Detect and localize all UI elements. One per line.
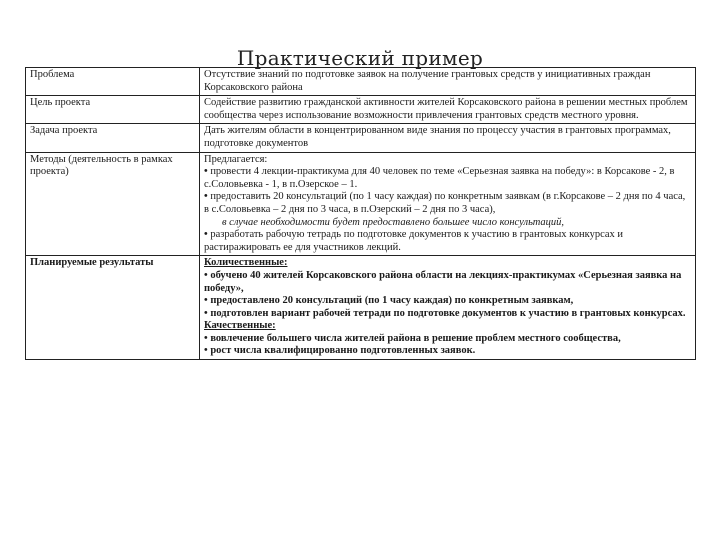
row-label: Проблема — [26, 68, 200, 96]
result-item: • рост числа квалифицированно подготовленных заявок. — [204, 345, 691, 358]
row-label: Цель проекта — [26, 96, 200, 124]
row-label: Планируемые результаты — [26, 256, 200, 360]
result-item: • обучено 40 жителей Корсаковского района области на лекциях-практикумах «Серьезная заявка на победу», — [204, 270, 691, 295]
page-title: Практический пример — [236, 46, 484, 70]
result-item: • вовлечение большего числа жителей района в решение проблем местного сообщества, — [204, 333, 691, 346]
row-label: Методы (деятельность в рамках проекта) — [26, 152, 200, 256]
table-row-task — [26, 124, 696, 152]
row-label: Задача проекта — [26, 124, 200, 152]
row-value: Содействие развитию гражданской активности жителей Корсаковского района в решении местных проблем сообщества через использование возможности привлечения грантовых средств местного уровня. — [200, 96, 696, 124]
qualitative-heading: Качественные: — [204, 320, 276, 332]
methods-item: • предоставить 20 консультаций (по 1 часу каждая) по конкретным заявкам (в г.Корсакове – 2 дня по 4 часа, в с.Соловьевка – 2 дня по 3 часа, в п.Озерский – 2 дня по 3 часа), — [204, 191, 691, 216]
row-value: Дать жителям области в концентрированном виде знания по процессу участия в грантовых программах, подготовке документов — [200, 124, 696, 152]
methods-note: в случае необходимости будет предоставлено большее число консультаций, — [222, 216, 565, 228]
methods-intro: Предлагается: — [204, 153, 268, 165]
result-item: • предоставлено 20 консультаций (по 1 часу каждая) по конкретным заявкам, — [204, 295, 691, 308]
row-value: Отсутствие знаний по подготовке заявок на получение грантовых средств у инициативных граждан Корсаковского района — [200, 68, 696, 96]
result-item: • подготовлен вариант рабочей тетради по подготовке документов к участию в грантовых конкурсах. — [204, 308, 691, 321]
quantitative-heading: Количественные: — [204, 257, 288, 269]
row-value — [200, 152, 696, 256]
project-table — [25, 67, 696, 360]
row-value — [200, 256, 696, 360]
table-row-problem — [26, 68, 696, 96]
table-row-results — [26, 256, 696, 360]
table-row-methods — [26, 152, 696, 256]
methods-item: • разработать рабочую тетрадь по подготовке документов к участию в грантовых конкурсах и растиражировать ее для участников лекций. — [204, 229, 691, 254]
table-row-goal — [26, 96, 696, 124]
methods-item: • провести 4 лекции-практикума для 40 человек по теме «Серьезная заявка на победу»: в Корсакове - 2, в с.Соловьевка - 1, в п.Озерское – 1. — [204, 166, 691, 191]
